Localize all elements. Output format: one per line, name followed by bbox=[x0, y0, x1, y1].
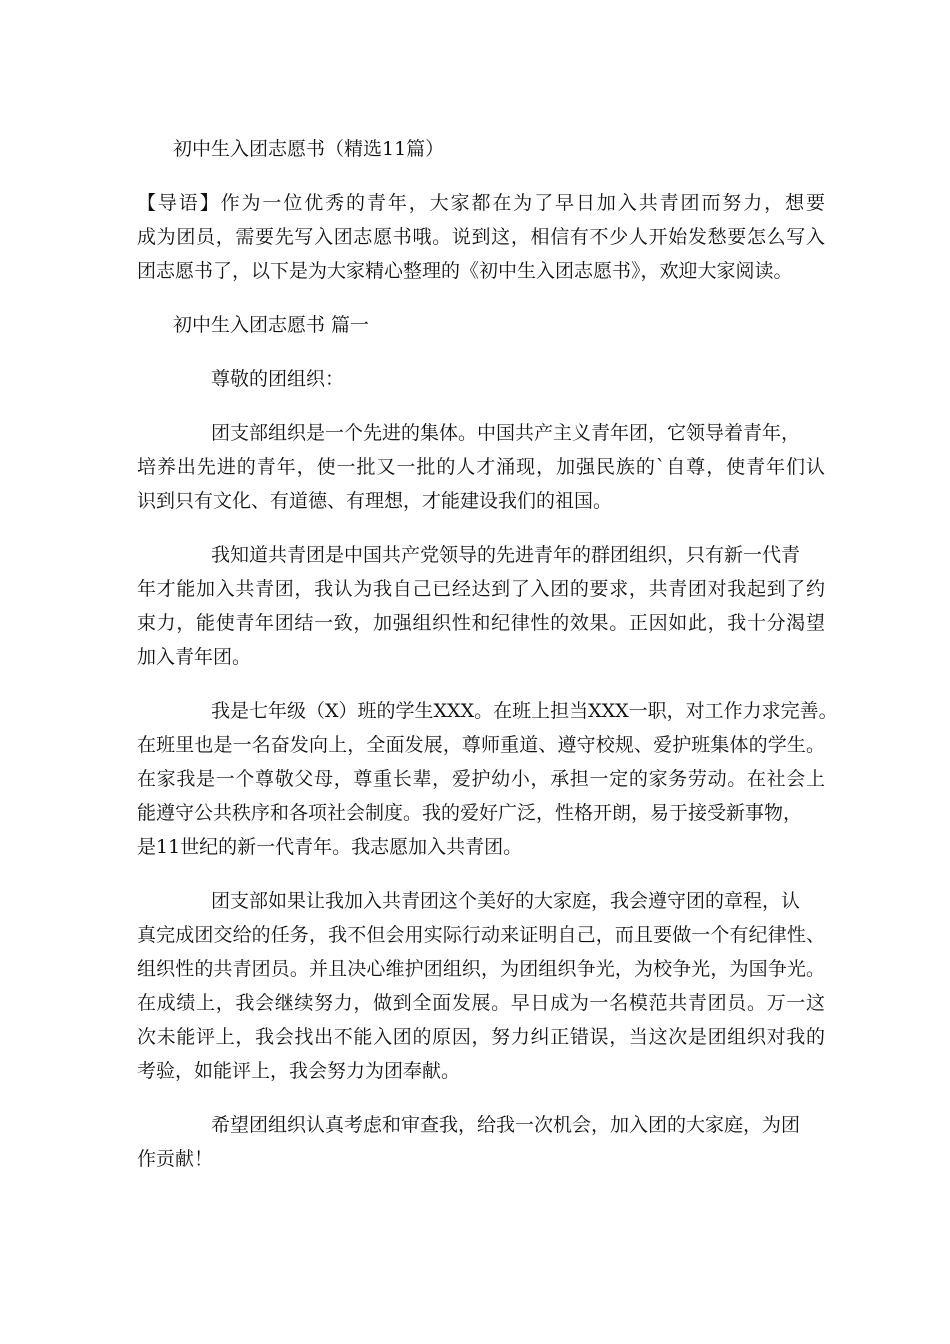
section-heading: 初中生入团志愿书 篇一 bbox=[173, 314, 370, 336]
paragraph-line: 组织性的共青团员。并且决心维护团组织，为团组织争光，为校争光，为国争光。 bbox=[137, 958, 825, 980]
paragraph-line: 培养出先进的青年，使一批又一批的人才涌现，加强民族的`自尊，使青年们认 bbox=[137, 456, 825, 478]
paragraph-line: 在成绩上，我会继续努力，做到全面发展。早日成为一名模范共青团员。万一这 bbox=[137, 992, 825, 1014]
document-title: 初中生入团志愿书（精选11篇） bbox=[173, 138, 445, 160]
paragraph-line: 我是七年级（X）班的学生XXX。在班上担当XXX一职，对工作力求完善。 bbox=[211, 700, 838, 722]
paragraph-line: 作贡献！ bbox=[137, 1148, 214, 1170]
paragraph-line: 是11世纪的新一代青年。我志愿加入共青团。 bbox=[137, 836, 523, 858]
paragraph-line: 束力，能使青年团结一致，加强组织性和纪律性的效果。正因如此，我十分渴望 bbox=[137, 612, 825, 634]
paragraph-line: 真完成团交给的任务，我不但会用实际行动来证明自己，而且要做一个有纪律性、 bbox=[137, 924, 825, 946]
intro-line: 团志愿书了，以下是为大家精心整理的《初中生入团志愿书》，欢迎大家阅读。 bbox=[137, 260, 793, 282]
paragraph-line: 我知道共青团是中国共产党领导的先进青年的群团组织，只有新一代青 bbox=[211, 544, 801, 566]
paragraph-line: 在班里也是一名奋发向上，全面发展，尊师重道、遵守校规、爱护班集体的学生。 bbox=[137, 734, 825, 756]
paragraph-line: 团支部组织是一个先进的集体。中国共产主义青年团，它领导着青年， bbox=[211, 422, 801, 444]
paragraph-line: 希望团组织认真考虑和审查我，给我一次机会，加入团的大家庭，为团 bbox=[211, 1114, 801, 1136]
paragraph-line: 次未能评上，我会找出不能入团的原因，努力纠正错误，当这次是团组织对我的 bbox=[137, 1026, 825, 1048]
intro-line: 成为团员，需要先写入团志愿书哦。说到这，相信有不少人开始发愁要怎么写入 bbox=[137, 226, 825, 248]
paragraph-line: 团支部如果让我加入共青团这个美好的大家庭，我会遵守团的章程，认 bbox=[211, 890, 801, 912]
intro-line: 【导语】作为一位优秀的青年，大家都在为了早日加入共青团而努力，想要 bbox=[137, 192, 825, 214]
salutation: 尊敬的团组织： bbox=[211, 368, 345, 390]
paragraph-line: 年才能加入共青团，我认为我自己已经达到了入团的要求，共青团对我起到了约 bbox=[137, 578, 825, 600]
paragraph-line: 能遵守公共秩序和各项社会制度。我的爱好广泛，性格开朗，易于接受新事物， bbox=[137, 802, 803, 824]
paragraph-line: 在家我是一个尊敬父母，尊重长辈，爱护幼小，承担一定的家务劳动。在社会上 bbox=[137, 768, 825, 790]
paragraph-line: 识到只有文化、有道德、有理想，才能建设我们的祖国。 bbox=[137, 490, 613, 512]
paragraph-line: 考验，如能评上，我会努力为团奉献。 bbox=[137, 1060, 461, 1082]
paragraph-line: 加入青年团。 bbox=[137, 646, 252, 668]
